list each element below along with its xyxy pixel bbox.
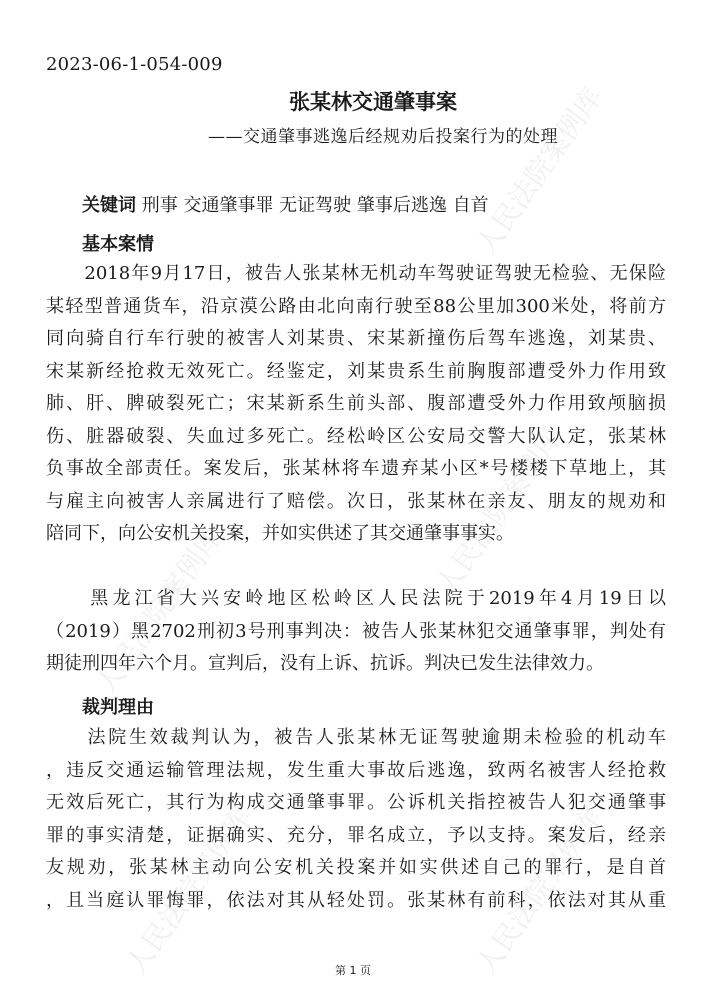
watermark: 人民法院案例库: [89, 521, 229, 701]
document-subtitle: ——交通肇事逃逸后经规劝后投案行为的处理: [208, 127, 558, 147]
case-number: 2023-06-1-054-009: [46, 54, 223, 75]
page-number: 第 1 页: [335, 964, 371, 977]
watermark: 人民法院案例库: [469, 801, 609, 981]
paragraph-line: （2019）黑2702刑初3号刑事判决：被告人张某林犯交通肇事罪，判处有: [46, 620, 666, 642]
watermark: 人民法院案例库: [469, 81, 609, 261]
paragraph-line: ，违反交通运输管理法规，发生重大事故后逃逸，致两名被害人经抢救: [46, 759, 666, 781]
watermark: 人民法院案例库: [119, 801, 259, 981]
paragraph-line: 同向骑自行车行驶的被害人刘某贵、宋某新撞伤后驾车逃逸，刘某贵、: [46, 328, 666, 349]
basic-facts-paragraph: [46, 258, 666, 551]
paragraph-line: 某轻型普通货车，沿京漠公路由北向南行驶至88公里加300米处，将前方: [46, 295, 666, 317]
keywords-text: 刑事 交通肇事罪 无证驾驶 肇事后逃逸 自首: [136, 195, 489, 216]
paragraph-line: 与雇主向被害人亲属进行了赔偿。次日，张某林在亲友、朋友的规劝和: [46, 490, 666, 512]
section-heading-basic-facts: 基本案情: [82, 234, 154, 255]
watermark: 人民法院案例库: [429, 421, 569, 601]
section-heading-reasoning: 裁判理由: [82, 697, 154, 718]
paragraph-line: 无效后死亡，其行为构成交通肇事罪。公诉机关指控被告人犯交通肇事: [46, 792, 666, 813]
paragraph-line: 陪同下，向公安机关投案，并如实供述了其交通肇事事实。: [46, 523, 514, 544]
paragraph-line: 罪的事实清楚，证据确实、充分，罪名成立，予以支持。案发后，经亲: [46, 824, 666, 846]
document-title: 张某林交通肇事案: [289, 90, 457, 114]
paragraph-line: 黑龙江省大兴安岭地区松岭区人民法院于2019年4月19日以: [46, 588, 666, 609]
paragraph-line: 负事故全部责任。案发后，张某林将车遗弃某小区*号楼楼下草地上，其: [46, 458, 666, 479]
judgment-paragraph: [46, 583, 666, 681]
paragraph-line: 伤、脏器破裂、失血过多死亡。经松岭区公安局交警大队认定，张某林: [46, 425, 666, 447]
keywords-label: 关键词: [82, 195, 136, 216]
paragraph-line: 法院生效裁判认为，被告人张某林无证驾驶逾期未检验的机动车: [46, 727, 666, 748]
paragraph-line: 肺、肝、脾破裂死亡；宋某新系生前头部、腹部遭受外力作用致颅脑损: [46, 393, 666, 414]
reasoning-paragraph: [46, 722, 666, 917]
paragraph-line: 友规劝，张某林主动向公安机关投案并如实供述自己的罪行，是自首: [46, 857, 666, 878]
paragraph-line: 期徒刑四年六个月。宣判后，没有上诉、抗诉。判决已发生法律效力。: [46, 653, 604, 674]
paragraph-line: ，且当庭认罪悔罪，依法对其从轻处罚。张某林有前科，依法对其从重: [46, 889, 666, 911]
paragraph-line: 宋某新经抢救无效死亡。经鉴定，刘某贵系生前胸腹部遭受外力作用致: [46, 360, 666, 382]
keywords-line: [82, 191, 489, 217]
paragraph-line: 2018年9月17日，被告人张某林无机动车驾驶证驾驶无检验、无保险: [46, 263, 666, 284]
